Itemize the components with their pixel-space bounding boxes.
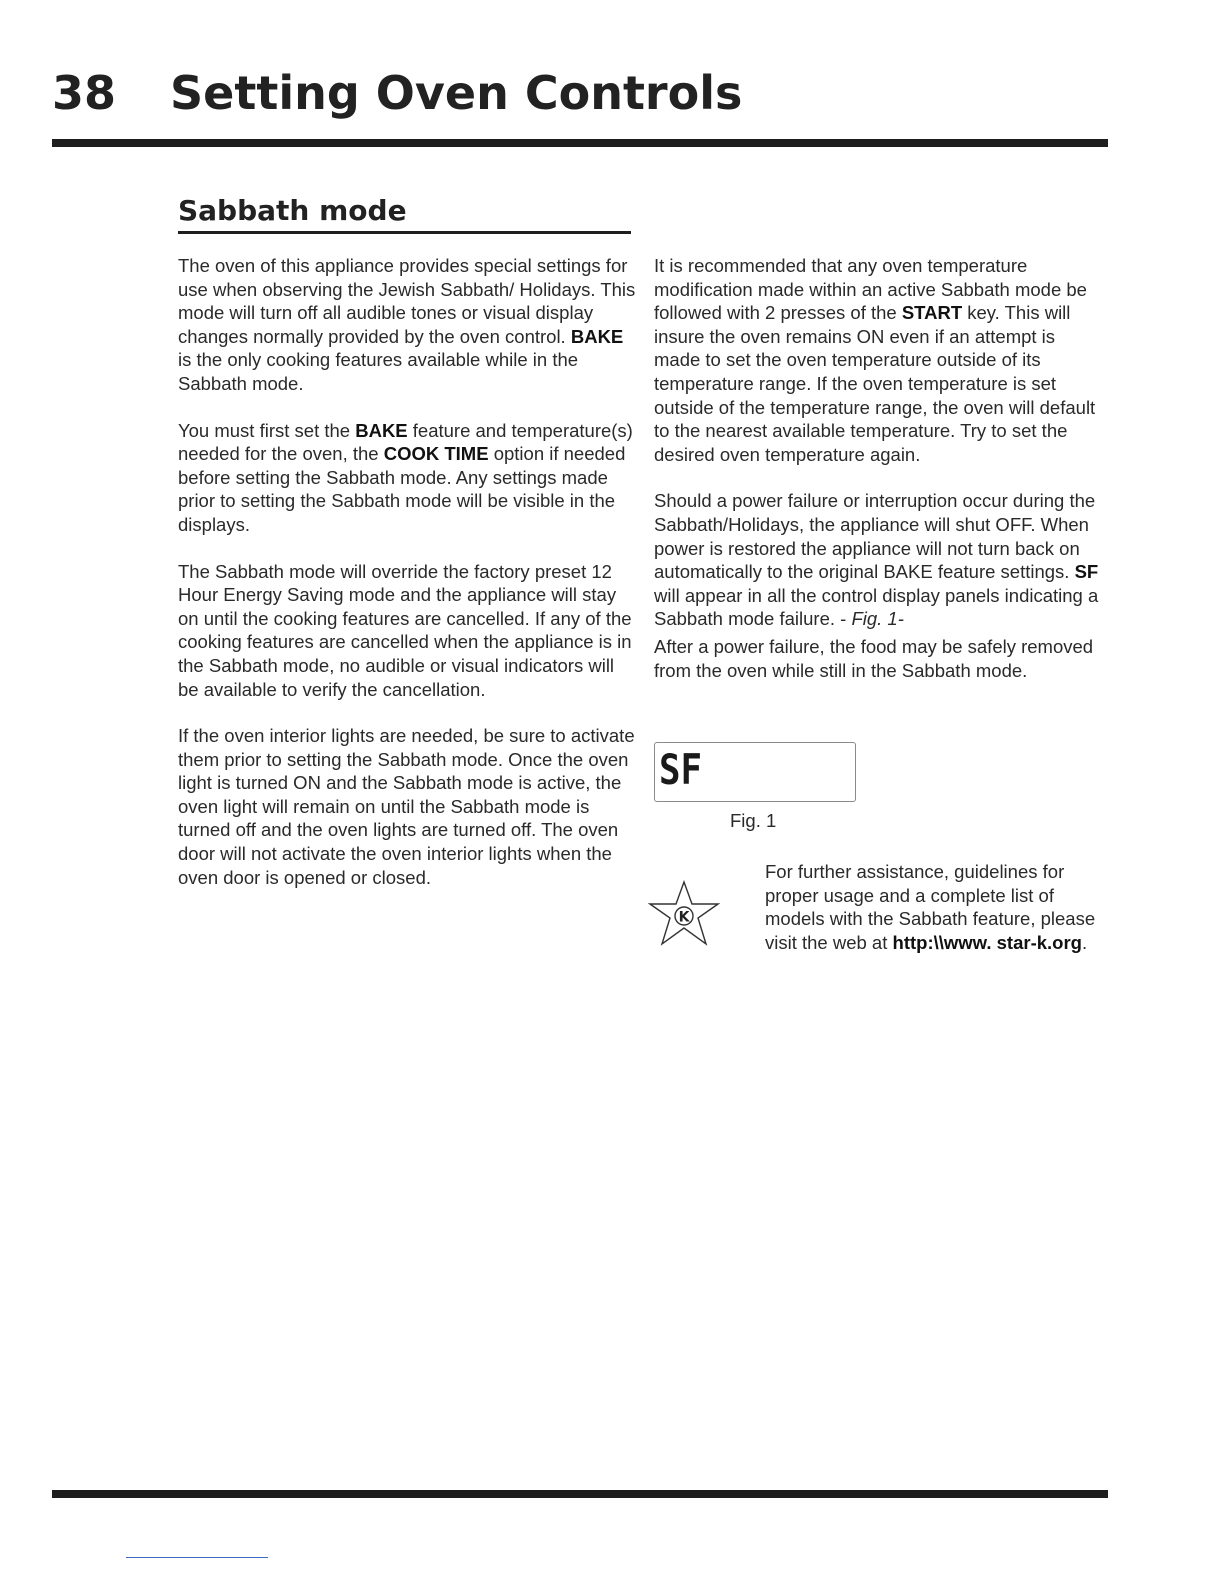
paragraph-food-removal: After a power failure, the food may be safely removed from the oven while still in the Sabbath mode.	[654, 635, 1094, 681]
section-title: Sabbath mode	[178, 194, 407, 227]
paragraph-power-failure: Should a power failure or interruption occur during the Sabbath/Holidays, the appliance will shut OFF. When power is restored the appliance will not turn back on automatically to the original BAKE feature settings. SF will appear in all the control display panels indicating a Sabbath mode failure. - Fig. 1-	[654, 490, 1099, 630]
paragraph-intro: The oven of this appliance provides special settings for use when observing the Jewish Sabbath/ Holidays. This mode will turn off all audible tones or visual display changes normally provided by the oven control. BAKE is the only cooking features available while in the Sabbath mode.	[178, 255, 636, 394]
page-title: Setting Oven Controls	[170, 66, 743, 120]
star-k-logo-icon	[648, 880, 720, 948]
right-column	[654, 254, 1100, 682]
header-rule	[52, 139, 1108, 147]
page-number: 38	[52, 66, 117, 120]
left-column	[178, 254, 636, 889]
display-readout: SF	[659, 745, 702, 794]
star-k-link[interactable]: http:\\www. star-k.org	[892, 931, 1082, 953]
assistance-note	[765, 860, 1105, 954]
assistance-text: For further assistance, guidelines for proper usage and a complete list of models with the Sabbath feature, please visit the web at http:\\www. star-k.org.	[765, 861, 1096, 953]
section-rule	[178, 231, 631, 234]
footer-blue-line	[126, 1557, 268, 1558]
paragraph-lights: If the oven interior lights are needed, be sure to activate them prior to setting the Sabbath mode. Once the oven light is turned ON and the Sabbath mode is active, the oven light will remain on until the Sabbath mode is turned off and the oven lights are turned off. The oven door will not activate the oven interior lights when the oven door is opened or closed.	[178, 725, 635, 888]
paragraph-temperature: It is recommended that any oven temperature modification made within an active Sabbath mode be followed with 2 presses of the START key. This will insure the oven remains ON even if an attempt is made to set the oven temperature outside of its temperature range. If the oven temperature is set outside of the temperature range, the oven will default to the nearest available temperature. Try to set the desired oven temperature again.	[654, 255, 1096, 465]
sf-display-figure	[654, 742, 856, 802]
star-k-letter: K	[678, 909, 690, 926]
figure-caption: Fig. 1	[730, 810, 777, 831]
paragraph-setup: You must first set the BAKE feature and temperature(s) needed for the oven, the COOK TIME option if needed before setting the Sabbath mode. Any settings made prior to setting the Sabbath mode will be visible in the displays.	[178, 419, 633, 535]
paragraph-override: The Sabbath mode will override the factory preset 12 Hour Energy Saving mode and the appliance will stay on until the cooking features are cancelled. If any of the cooking features are cancelled when the appliance is in the Sabbath mode, no audible or visual indicators will be available to verify the cancellation.	[178, 560, 632, 700]
footer-rule	[52, 1490, 1108, 1498]
page-header	[52, 66, 742, 120]
